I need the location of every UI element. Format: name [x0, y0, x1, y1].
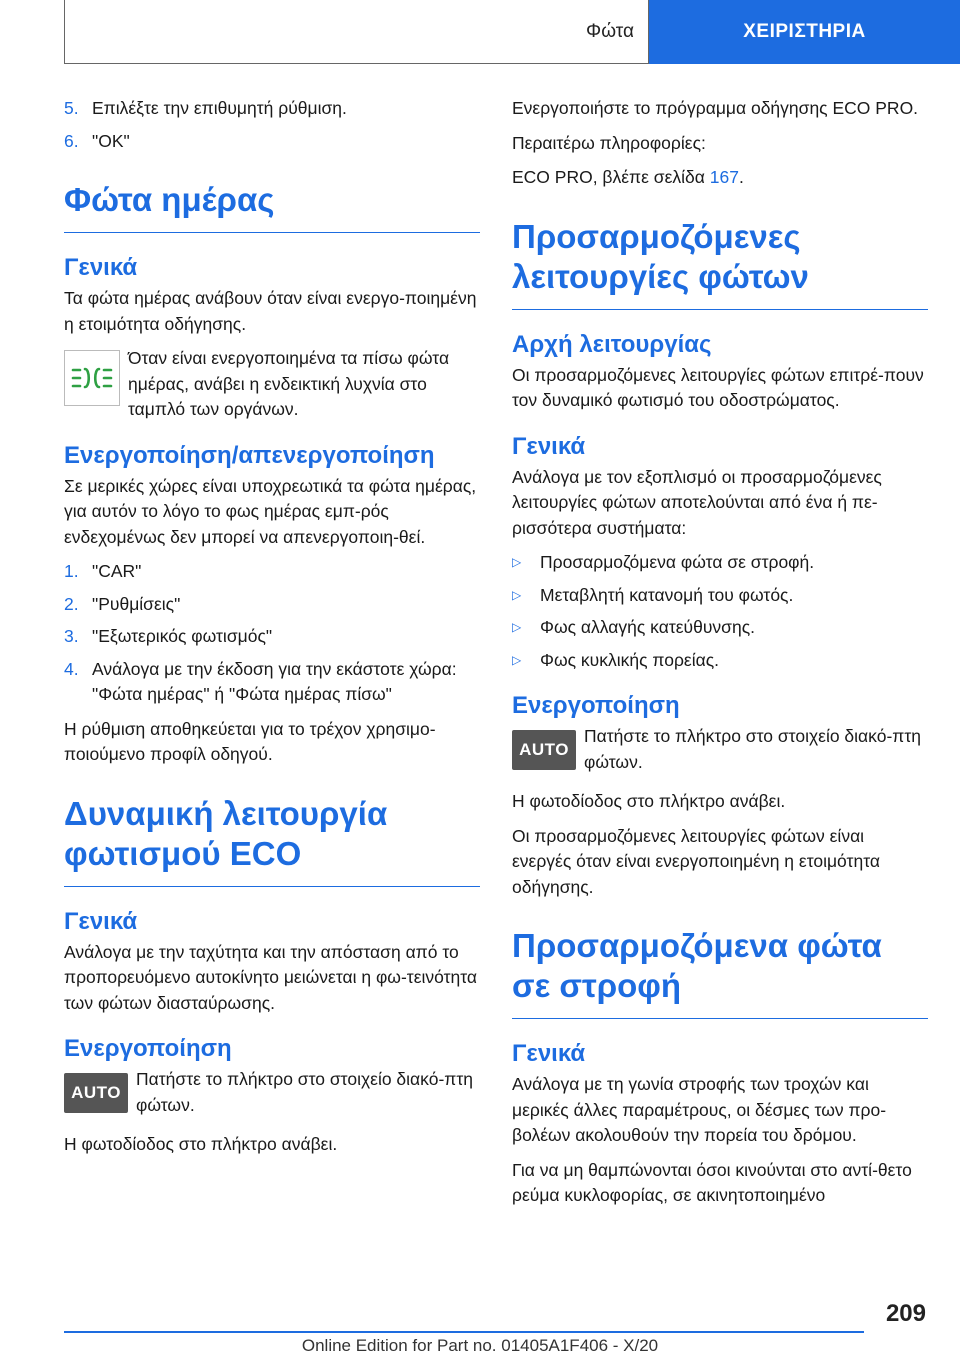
- step-number: 4.: [64, 658, 79, 679]
- step-text: Ανάλογα με την έκδοση για την εκάστοτε χώρα: "Φώτα ημέρας" ή "Φώτα ημέρας πίσω": [92, 658, 457, 704]
- daytime-running-light-icon: [64, 350, 120, 406]
- triangle-bullet-icon: ▷: [512, 652, 522, 667]
- reference-end: .: [738, 167, 744, 187]
- indicator-note: [64, 346, 480, 423]
- heading-eco-lighting: Δυναμική λειτουργία φωτισμού ECO: [64, 794, 480, 887]
- paragraph: Ανάλογα με τη γωνία στροφής των τροχών και μερικές άλλες παραμέτρους, οι δέσμες των προ‐βολέων ακολουθούν την πορεία του δρόμου.: [512, 1074, 887, 1145]
- step-number: 5.: [64, 98, 79, 118]
- page-reference: [512, 165, 928, 191]
- auto-key-note: [512, 724, 928, 775]
- page-number: 209: [885, 1300, 926, 1327]
- paragraph: Ανάλογα με την ταχύτητα και την απόσταση από το προπορευόμενο αυτοκίνητο μειώνεται η φω‐τεινότητα των φώτων διασταύρωσης.: [64, 941, 478, 1013]
- reference-text: ECO PRO, βλέπε σελίδα: [512, 167, 705, 187]
- paragraph: Η φωτοδίοδος στο πλήκτρο ανάβει.: [64, 1134, 338, 1154]
- triangle-bullet-icon: ▷: [512, 555, 522, 569]
- edition-footer: Online Edition for Part no. 01405A1F406 - X/20: [301, 1336, 659, 1355]
- subheading-activation: Ενεργοποίηση: [64, 1035, 232, 1062]
- auto-key-note-text: Πατήστε το πλήκτρο στο στοιχείο διακό‐πτη φώτων.: [136, 1069, 473, 1115]
- systems-list: [512, 550, 928, 673]
- step-number: 1.: [64, 561, 79, 581]
- paragraph: Η φωτοδίοδος στο πλήκτρο ανάβει.: [512, 791, 786, 811]
- subheading-activation-toggle: Ενεργοποίηση/απενεργοποίηση: [64, 441, 435, 469]
- list-item: [64, 559, 480, 585]
- paragraph: Οι προσαρμοζόμενες λειτουργίες φώτων είναι ενεργές όταν είναι ενεργοποιημένη η ετοιμότητα οδήγησης.: [512, 825, 880, 897]
- right-column: [512, 96, 928, 1218]
- paragraph: Ενεργοποιήστε το πρόγραμμα οδήγησης ECO PRO.: [512, 98, 919, 118]
- list-item: [64, 624, 480, 650]
- paragraph: Ανάλογα με τον εξοπλισμό οι προσαρμοζόμενες λειτουργίες φώτων αποτελούνται από ένα ή πε‐ρισσότερα συστήματα:: [512, 466, 882, 538]
- auto-key-note: [64, 1067, 480, 1118]
- subheading-general: Γενικά: [512, 432, 586, 460]
- list-item: [64, 96, 480, 122]
- page-header: [64, 0, 960, 64]
- subheading-general: Γενικά: [64, 907, 138, 935]
- steps-list: [64, 559, 480, 708]
- section-title: Φώτα: [64, 0, 649, 64]
- step-text: "Ρυθμίσεις": [92, 593, 181, 614]
- auto-button-icon: AUTO: [512, 730, 576, 770]
- subheading-principle: Αρχή λειτουργίας: [512, 330, 712, 358]
- triangle-bullet-icon: ▷: [512, 620, 522, 634]
- bullet-text: Φως κυκλικής πορείας.: [540, 649, 720, 670]
- paragraph: Περαιτέρω πληροφορίες:: [512, 132, 706, 153]
- auto-button-icon: AUTO: [64, 1073, 128, 1113]
- bullet-text: Προσαρμοζόμενα φώτα σε στροφή.: [540, 552, 815, 572]
- paragraph: Η ρύθμιση αποθηκεύεται για το τρέχον χρησιμο‐ποιούμενο προφίλ οδηγού.: [64, 718, 436, 764]
- list-item: [512, 648, 928, 674]
- chapter-title: ΧΕΙΡΙΣΤΗΡΙΑ: [649, 0, 960, 64]
- step-number: 6.: [64, 130, 79, 151]
- list-item: [512, 583, 928, 609]
- top-steps-list: [64, 96, 480, 154]
- step-text: "Εξωτερικός φωτισμός": [92, 626, 273, 646]
- heading-cornering-lights: Προσαρμοζόμενα φώτα σε στροφή: [512, 926, 928, 1019]
- paragraph: Για να μη θαμπώνονται όσοι κινούνται στο αντί‐θετο ρεύμα κυκλοφορίας, σε ακινητοποιημένο: [512, 1159, 912, 1205]
- paragraph: Σε μερικές χώρες είναι υποχρεωτικά τα φώτα ημέρας, για αυτόν το λόγο το φως ημέρας εμπ‐ρός ενδεχομένως δεν μπορεί να απενεργοποιη‐θεί.: [64, 475, 477, 547]
- auto-key-note-text: Πατήστε το πλήκτρο στο στοιχείο διακό‐πτη φώτων.: [584, 726, 921, 772]
- list-item: [512, 550, 928, 576]
- step-text: "CAR": [92, 561, 142, 581]
- step-number: 2.: [64, 593, 79, 614]
- step-text: "OK": [92, 130, 130, 151]
- paragraph: Οι προσαρμοζόμενες λειτουργίες φώτων επιτρέ‐πουν τον δυναμικό φωτισμό του οδοστρώματος.: [512, 364, 924, 410]
- left-column: [64, 96, 480, 1167]
- bullet-text: Μεταβλητή κατανομή του φωτός.: [540, 584, 794, 605]
- step-number: 3.: [64, 626, 79, 646]
- indicator-note-text: Όταν είναι ενεργοποιημένα τα πίσω φώτα ημέρας, ανάβει η ενδεικτική λυχνία στο ταμπλό των οργάνων.: [128, 348, 450, 419]
- bullet-text: Φως αλλαγής κατεύθυνσης.: [540, 617, 755, 637]
- step-text: Επιλέξτε την επιθυμητή ρύθμιση.: [92, 98, 347, 118]
- triangle-bullet-icon: ▷: [512, 587, 522, 602]
- subheading-activation: Ενεργοποίηση: [512, 692, 680, 719]
- list-item: [64, 129, 480, 155]
- subheading-general: Γενικά: [64, 254, 138, 281]
- list-item: [512, 615, 928, 641]
- page-link[interactable]: 167: [709, 167, 739, 187]
- footer-divider: [64, 1331, 864, 1333]
- heading-daylight: Φώτα ημέρας: [64, 180, 480, 233]
- list-item: [64, 657, 480, 708]
- heading-adaptive-lights: Προσαρμοζόμενες λειτουργίες φώτων: [512, 217, 928, 310]
- subheading-general: Γενικά: [512, 1040, 586, 1067]
- list-item: [64, 592, 480, 618]
- paragraph: Τα φώτα ημέρας ανάβουν όταν είναι ενεργο‐ποιημένη η ετοιμότητα οδήγησης.: [64, 288, 477, 334]
